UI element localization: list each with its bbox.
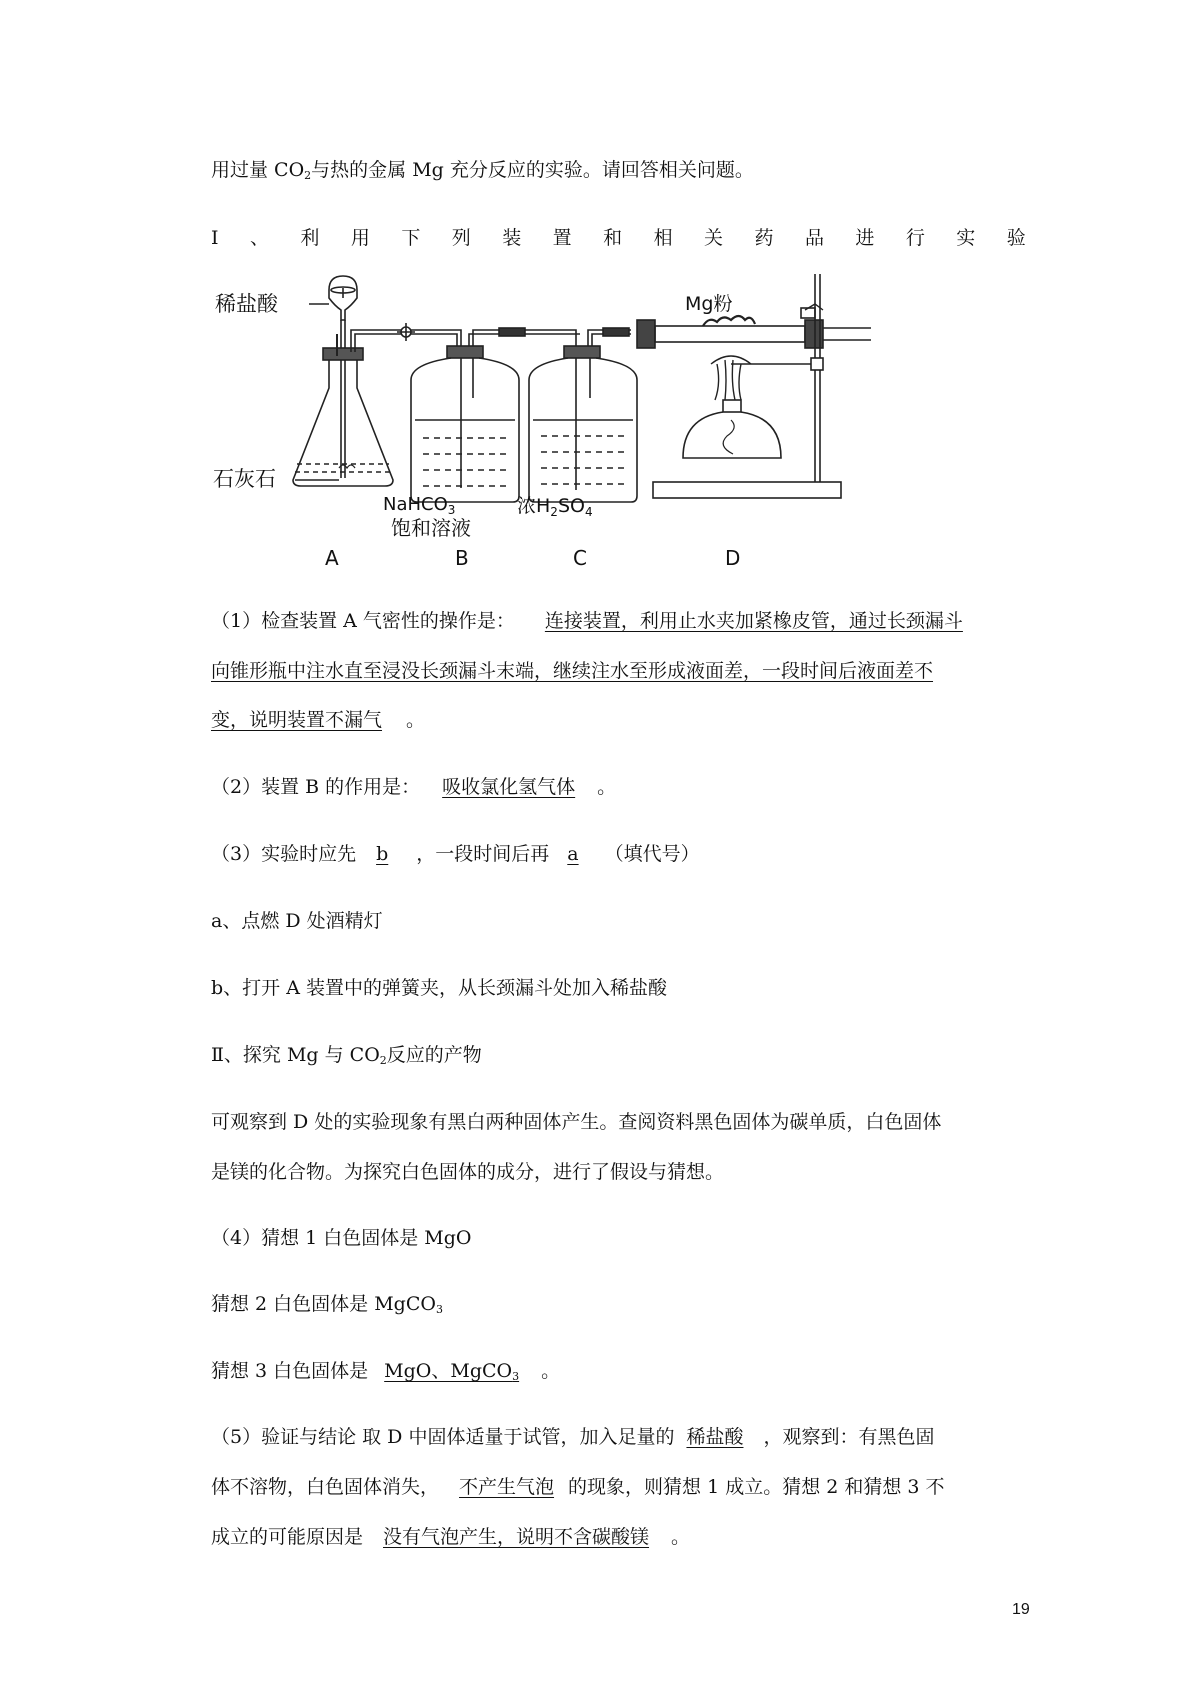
observe-line-1: 可观察到 D 处的实验现象有黑白两种固体产生。查阅资料黑色固体为碳单质，白色固体 [211,1111,942,1133]
q1-answer-part-2: 向锥形瓶中注水直至浸没长颈漏斗末端，继续注水至形成液面差，一段时间后液面差不 [211,660,934,682]
section1-char: 列 [451,227,471,249]
q3-line [211,845,700,864]
label-nahco3-main: NaHCO [383,494,448,515]
section1-char: 行 [905,227,925,249]
q5-line-2-suffix: 的现象，则猜想 1 成立。猜想 2 和猜想 3 不 [568,1476,945,1498]
q4-guess-3 [211,1362,560,1381]
q4-guess-2-subscript: 3 [435,1303,443,1316]
intro-line [211,161,754,180]
q3-middle: ，一段时间后再 [416,843,550,865]
intro-subscript: 2 [304,169,312,182]
section1-char: 相 [653,227,673,249]
section1-char: 关 [704,227,724,249]
q5-answer-2-text: 不产生气泡 [459,1476,555,1498]
q5-answer-1-text: 稀盐酸 [686,1426,744,1448]
apparatus-c [529,346,637,502]
letter-a: A [325,546,339,570]
q4-guess-3-prefix: 猜想 3 白色固体是 [211,1360,369,1382]
observe-line-2: 是镁的化合物。为探究白色固体的成分，进行了假设与猜想。 [211,1161,725,1183]
q4-guess-3-suffix: 。 [541,1360,561,1382]
label-nahco3-sub: 3 [447,503,456,517]
q2-answer-text: 吸收氯化氢气体 [442,776,576,798]
apparatus-d [637,274,871,498]
label-h2so4-so: SO [557,495,585,517]
section1-char: 验 [1006,227,1026,249]
q1-answer-part-3 [211,709,406,731]
q2-prefix: （2）装置 B 的作用是： [211,776,421,798]
q5-line-2 [211,1478,945,1497]
section1-char: 下 [401,227,421,249]
q5-line-2-prefix: 体不溶物，白色固体消失， [211,1476,440,1498]
q2-answer [420,776,597,798]
letter-b: B [455,546,469,570]
label-conc-h2so4 [517,495,593,519]
section1-char: 和 [603,227,623,249]
q5-answer-3 [363,1526,671,1548]
label-nahco3 [383,494,455,517]
q5-line-1 [211,1428,934,1447]
intro-text-end: 与热的金属 Mg 充分反应的实验。请回答相关问题。 [311,159,754,181]
q1-line-3 [211,711,425,730]
q3-suffix: （填代号） [604,843,700,865]
label-limestone: 石灰石 [213,467,276,491]
q1-answer-part-1 [515,610,963,632]
q5-answer-2 [439,1476,568,1498]
letter-d: D [725,546,741,570]
section1-char: 置 [552,227,572,249]
q2-line [211,778,616,797]
q5-answer-3-text: 没有气泡产生，说明不含碳酸镁 [383,1526,650,1548]
q1-answer-text-1: 连接装置，利用止水夹加紧橡皮管，通过长颈漏斗 [544,610,963,632]
intro-text-start: 用过量 CO [211,159,305,181]
q5-line-1-suffix: ，观察到：有黑色固 [763,1426,935,1448]
label-dilute-hcl: 稀盐酸 [215,292,278,316]
option-a: a、点燃 D 处酒精灯 [211,910,383,932]
q1-line-2 [211,662,933,681]
q3-answer-1 [356,843,416,865]
q3-prefix: （3）实验时应先 [211,843,357,865]
letter-c: C [573,546,587,570]
section1-char: 、 [249,227,269,249]
q3-answer-1-text: b [376,843,389,865]
q1-answer-text-3: 变，说明装置不漏气 [211,709,383,731]
q4-guess-3-answer [368,1360,541,1382]
label-h2so4-sub1: 2 [550,505,558,519]
label-saturated-solution: 饱和溶液 [391,516,471,540]
q2-suffix: 。 [597,776,617,798]
page-number: 19 [1012,1601,1030,1618]
q1-suffix: 。 [406,709,426,731]
q5-line-3-prefix: 成立的可能原因是 [211,1526,364,1548]
q5-line-3-suffix: 。 [671,1526,691,1548]
q3-answer-2-text: a [567,843,579,865]
q4-guess-2-text: 猜想 2 白色固体是 MgCO [211,1293,436,1315]
section1-char: I [211,227,219,249]
section2-text-end: 反应的产物 [386,1044,482,1066]
apparatus-b [411,346,519,502]
section2-text-start: Ⅱ、探究 Mg 与 CO [211,1044,380,1066]
section1-char: 品 [804,227,824,249]
q3-answer-2 [549,843,604,865]
q5-line-1-prefix: （5）验证与结论 取 D 中固体适量于试管，加入足量的 [211,1426,675,1448]
q4-guess-2 [211,1295,443,1314]
q5-line-3 [211,1528,690,1547]
option-b: b、打开 A 装置中的弹簧夹，从长颈漏斗处加入稀盐酸 [211,977,667,999]
section2-heading [211,1046,482,1065]
label-h2so4-sub2: 4 [584,505,593,519]
section1-char: 进 [855,227,875,249]
apparatus-a [293,276,393,486]
section1-char: 实 [956,227,976,249]
q5-answer-1 [674,1426,763,1448]
q4-guess-1: （4）猜想 1 白色固体是 MgO [211,1227,472,1249]
section1-char: 装 [502,227,522,249]
label-h2so4-h: 浓H [517,495,551,517]
section1-char: 药 [754,227,774,249]
section1-heading [211,229,1026,248]
apparatus-figure [211,268,891,573]
q1-prefix: （1）检查装置 A 气密性的操作是： [211,610,515,632]
section2-subscript: 2 [379,1054,387,1067]
label-mg-powder: Mg粉 [685,293,733,315]
q4-guess-3-answer-subscript: 3 [512,1370,520,1383]
section1-char: 利 [300,227,320,249]
section1-char: 用 [350,227,370,249]
q4-guess-3-answer-text: MgO、MgCO [384,1360,513,1382]
q1-line-1 [211,612,963,631]
